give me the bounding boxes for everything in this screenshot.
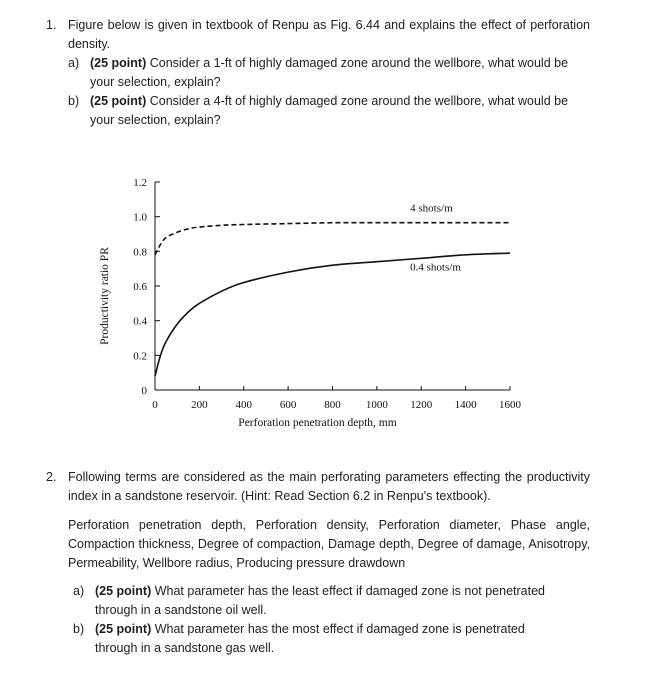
- part-label: b): [73, 622, 85, 636]
- productivity-ratio-chart: [90, 170, 540, 440]
- part-text-cont: through in a sandstone oil well.: [95, 603, 267, 617]
- chart-series: [155, 223, 510, 376]
- y-tick-label: 0.4: [133, 315, 147, 328]
- part-text-cont: your selection, explain?: [90, 75, 221, 89]
- part-label: a): [73, 584, 85, 598]
- points-label: (25 point): [95, 622, 152, 636]
- part-label: a): [68, 56, 80, 70]
- question-1-number: 1.: [46, 18, 57, 32]
- question-2-part-a: [73, 582, 593, 620]
- x-tick-label: 1600: [499, 399, 521, 411]
- x-axis-label: Perforation penetration depth, mm: [238, 417, 397, 429]
- x-tick-label: 200: [191, 399, 208, 411]
- y-tick-label: 0.8: [133, 246, 147, 259]
- x-tick-label: 800: [324, 399, 341, 411]
- chart-labels: [99, 177, 522, 429]
- points-label: (25 point): [90, 56, 147, 70]
- x-tick-label: 1200: [410, 399, 433, 411]
- y-tick-label: 0.6: [133, 281, 147, 293]
- part-text: What parameter has the most effect if damaged zone is penetrated: [151, 622, 525, 636]
- question-2-terms: Perforation penetration depth, Perforation density, Perforation diameter, Phase angle, Compaction thickness, Degree of compaction, Damage depth, Degree of damage, Anisotropy, Permeability, Wellbore radius, Producing pressure drawdown: [68, 518, 590, 570]
- x-tick-label: 0: [152, 399, 158, 411]
- y-tick-label: 1.0: [133, 211, 147, 224]
- question-2-number: 2.: [46, 470, 57, 484]
- question-2: [46, 468, 606, 508]
- y-tick-label: 1.2: [133, 177, 147, 189]
- x-tick-label: 600: [279, 399, 297, 411]
- y-tick-label: 0: [141, 385, 147, 397]
- part-text: Consider a 4-ft of highly damaged zone around the wellbore, what would be: [146, 94, 569, 108]
- part-text-cont: through in a sandstone gas well.: [95, 641, 275, 655]
- part-text-cont: your selection, explain?: [90, 113, 221, 127]
- x-tick-label: 1400: [454, 399, 477, 411]
- x-tick-label: 400: [235, 399, 252, 411]
- points-label: (25 point): [95, 584, 152, 598]
- y-tick-label: 0.2: [133, 350, 147, 363]
- series-line-high-density: [155, 223, 510, 255]
- part-label: b): [68, 94, 80, 108]
- part-text: Consider a 1-ft of highly damaged zone around the wellbore, what would be: [146, 56, 569, 70]
- chart-axes: [155, 182, 510, 390]
- question-2-part-b: [73, 620, 593, 658]
- x-tick-label: 1000: [365, 399, 388, 411]
- annotation-4-shots: 4 shots/m: [410, 202, 453, 215]
- y-axis-label: Productivity ratio PR: [99, 247, 111, 345]
- points-label: (25 point): [90, 94, 147, 108]
- annotation-0-4-shots: 0.4 shots/m: [410, 261, 461, 274]
- question-2-intro: Following terms are considered as the main perforating parameters effecting the productivity index in a sandstone reservoir. (Hint: Read Section 6.2 in Renpu's textbook).: [68, 470, 590, 503]
- question-1-text: Figure below is given in textbook of Renpu as Fig. 6.44 and explains the effect of perforation density.: [68, 18, 590, 51]
- question-1-part-a: [68, 54, 608, 92]
- question-1-part-b: [68, 92, 608, 130]
- part-text: What parameter has the least effect if damaged zone is not penetrated: [151, 584, 546, 598]
